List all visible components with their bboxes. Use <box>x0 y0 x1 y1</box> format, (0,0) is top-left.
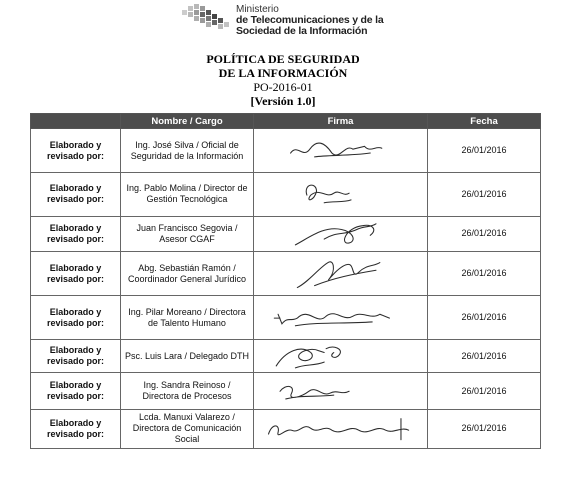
ministry-name <box>236 4 383 37</box>
name-cargo-cell: Ing. Sandra Reinoso / Directora de Procesos <box>121 373 254 410</box>
approval-signatures-table <box>30 113 541 449</box>
signature-image <box>254 129 428 173</box>
ministry-logo-icon <box>180 2 230 38</box>
table-row <box>31 129 541 173</box>
table-row <box>31 373 541 410</box>
header-fecha: Fecha <box>428 114 541 129</box>
date-cell: 26/01/2016 <box>428 410 541 449</box>
role-cell: Elaborado y revisado por: <box>31 252 121 296</box>
signature-image <box>254 252 428 296</box>
header-role <box>31 114 121 129</box>
document-code: PO-2016-01 <box>253 80 313 94</box>
role-cell: Elaborado y revisado por: <box>31 173 121 216</box>
ministry-name-line2: de Telecomunicaciones y de la <box>236 14 384 26</box>
document-title-line2: DE LA INFORMACIÓN <box>218 66 348 80</box>
role-cell: Elaborado y revisado por: <box>31 296 121 339</box>
name-cargo-cell: Ing. Pilar Moreano / Directora de Talento Humano <box>121 296 254 339</box>
header-firma: Firma <box>254 114 428 129</box>
table-header-row <box>31 114 541 129</box>
signature-image <box>254 373 428 410</box>
table-row <box>31 410 541 449</box>
date-cell: 26/01/2016 <box>428 339 541 373</box>
date-cell: 26/01/2016 <box>428 173 541 216</box>
role-cell: Elaborado y revisado por: <box>31 339 121 373</box>
name-cargo-cell: Ing. Pablo Molina / Director de Gestión Tecnológica <box>121 173 254 216</box>
table-row <box>31 216 541 252</box>
date-cell: 26/01/2016 <box>428 216 541 252</box>
document-title-line1: POLÍTICA DE SEGURIDAD <box>206 52 360 66</box>
role-cell: Elaborado y revisado por: <box>31 216 121 252</box>
header-name-cargo: Nombre / Cargo <box>121 114 254 129</box>
ministry-name-line1: Ministerio <box>236 4 279 15</box>
name-cargo-cell: Abg. Sebastián Ramón / Coordinador General Jurídico <box>121 252 254 296</box>
signature-image <box>254 296 428 339</box>
name-cargo-cell: Psc. Luis Lara / Delegado DTH <box>121 339 254 373</box>
document-header <box>0 0 566 114</box>
date-cell: 26/01/2016 <box>428 296 541 339</box>
role-cell: Elaborado y revisado por: <box>31 373 121 410</box>
role-cell: Elaborado y revisado por: <box>31 410 121 449</box>
signature-image <box>254 216 428 252</box>
name-cargo-cell: Ing. José Silva / Oficial de Seguridad de la Información <box>121 129 254 173</box>
document-version: [Versión 1.0] <box>250 94 316 108</box>
name-cargo-cell: Lcda. Manuxi Valarezo / Directora de Comunicación Social <box>121 410 254 449</box>
signature-image <box>254 339 428 373</box>
table-row <box>31 173 541 216</box>
date-cell: 26/01/2016 <box>428 252 541 296</box>
signature-image <box>254 410 428 449</box>
table-row <box>31 252 541 296</box>
date-cell: 26/01/2016 <box>428 373 541 410</box>
signature-image <box>254 173 428 216</box>
date-cell: 26/01/2016 <box>428 129 541 173</box>
role-cell: Elaborado y revisado por: <box>31 129 121 173</box>
table-row <box>31 339 541 373</box>
name-cargo-cell: Juan Francisco Segovia / Asesor CGAF <box>121 216 254 252</box>
ministry-name-line3: Sociedad de la Información <box>236 25 368 37</box>
table-row <box>31 296 541 339</box>
